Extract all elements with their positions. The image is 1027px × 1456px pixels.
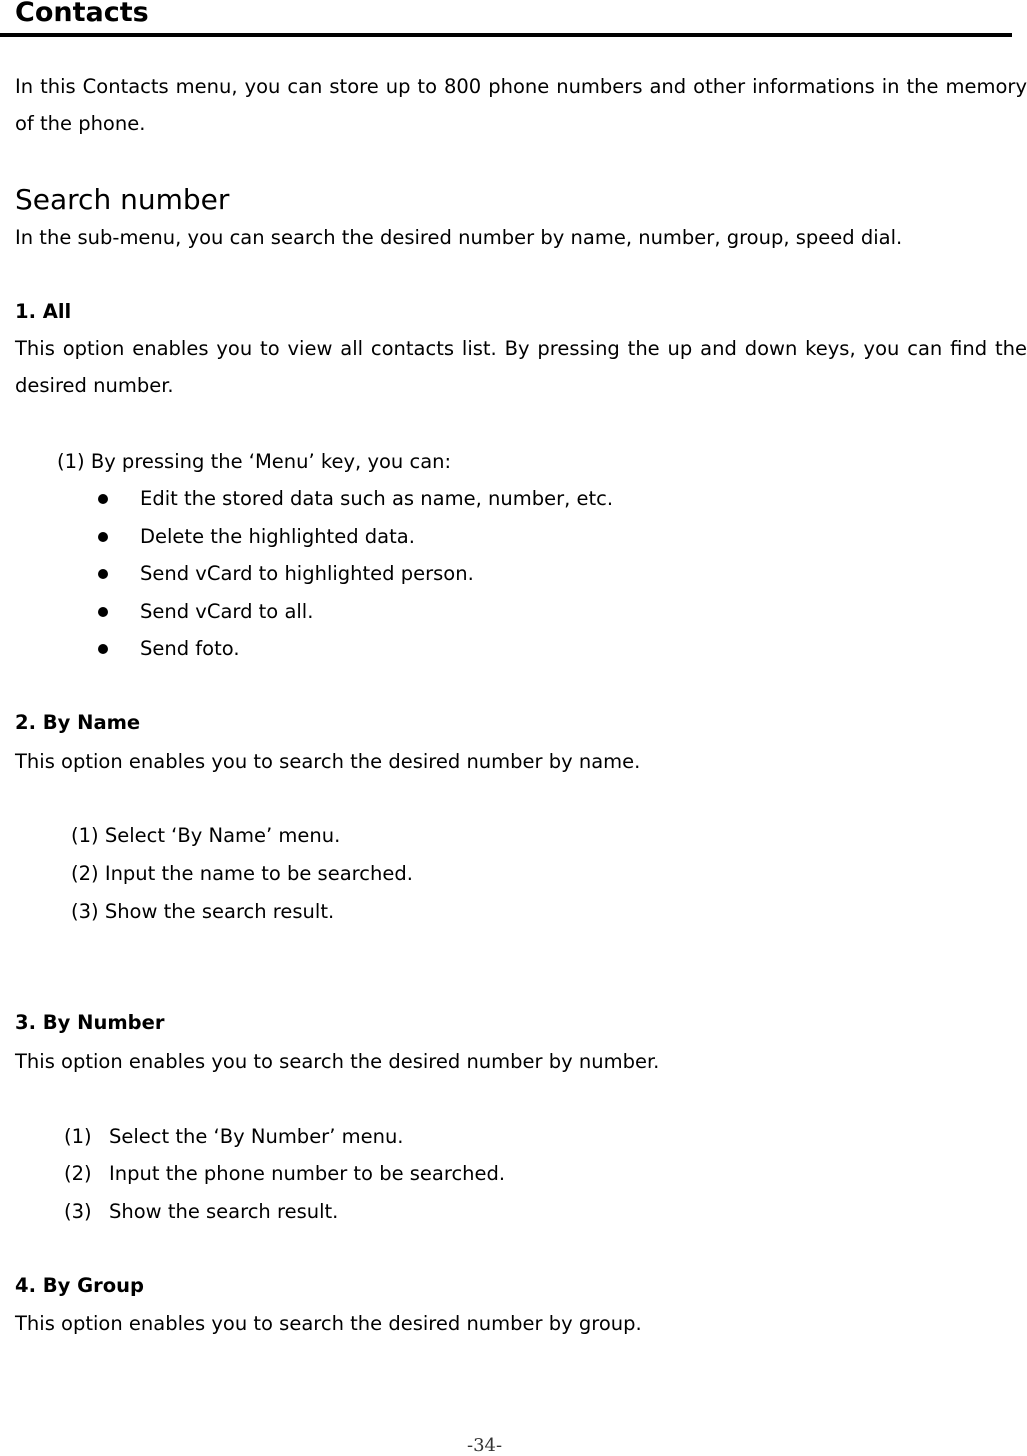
list-item-text: Edit the stored data such as name, number, etc. bbox=[140, 487, 614, 510]
step-text: Select the ‘By Number’ menu. bbox=[109, 1125, 404, 1148]
by-number-desc: This option enables you to search the desired number by number. bbox=[15, 1050, 660, 1073]
step-number: (2) bbox=[64, 1162, 92, 1185]
by-name-desc: This option enables you to search the desired number by name. bbox=[15, 750, 641, 773]
search-number-heading: Search number bbox=[15, 183, 230, 216]
by-name-step: (3) Show the search result. bbox=[71, 900, 335, 923]
step-text: Show the search result. bbox=[109, 1200, 339, 1223]
step-number: (1) bbox=[64, 1125, 92, 1148]
list-item-text: Send vCard to all. bbox=[140, 600, 314, 623]
by-group-heading: 4. By Group bbox=[15, 1274, 144, 1297]
by-number-heading: 3. By Number bbox=[15, 1011, 165, 1034]
list-item-text: Send foto. bbox=[140, 637, 240, 660]
page-number: -34- bbox=[467, 1435, 503, 1456]
all-menu-intro: (1) By pressing the ‘Menu’ key, you can: bbox=[57, 450, 452, 473]
list-item-text: Send vCard to highlighted person. bbox=[140, 562, 474, 585]
all-heading: 1. All bbox=[15, 300, 72, 323]
page-title: Contacts bbox=[15, 0, 149, 28]
bullet-dot bbox=[98, 569, 108, 579]
bullet-dot bbox=[98, 532, 108, 542]
search-number-desc: In the sub-menu, you can search the desired number by name, number, group, speed dial. bbox=[15, 226, 903, 249]
by-name-step: (1) Select ‘By Name’ menu. bbox=[71, 824, 341, 847]
bullet-dot bbox=[98, 644, 108, 654]
all-desc: This option enables you to view all contacts list. By pressing the up and down keys, you can find the desired number. bbox=[15, 337, 1027, 397]
step-text: Input the phone number to be searched. bbox=[109, 1162, 506, 1185]
bullet-dot bbox=[98, 494, 108, 504]
intro-paragraph: In this Contacts menu, you can store up to 800 phone numbers and other informations in the memory of the phone. bbox=[15, 75, 1027, 135]
by-group-desc: This option enables you to search the desired number by group. bbox=[15, 1312, 642, 1335]
by-name-heading: 2. By Name bbox=[15, 711, 141, 734]
step-number: (3) bbox=[64, 1200, 92, 1223]
title-divider bbox=[0, 33, 1012, 37]
bullet-dot bbox=[98, 607, 108, 617]
by-name-step: (2) Input the name to be searched. bbox=[71, 862, 413, 885]
list-item-text: Delete the highlighted data. bbox=[140, 525, 415, 548]
